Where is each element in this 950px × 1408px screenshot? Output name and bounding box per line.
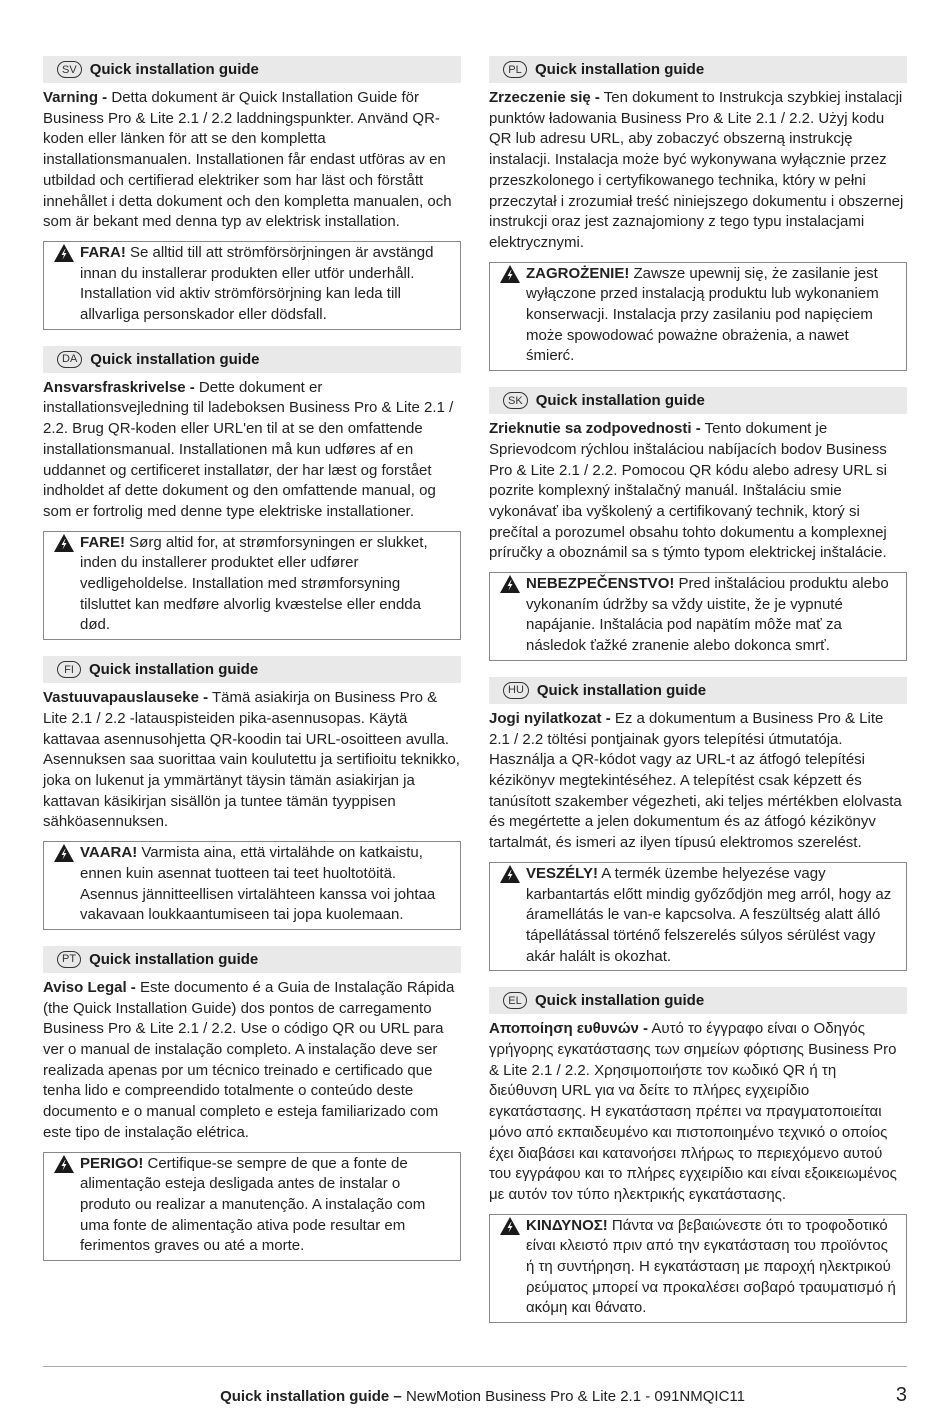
section-header [43,346,461,373]
disclaimer-lead: Vastuuvapauslauseke - [43,689,209,707]
language-badge: PT [57,951,81,968]
warning-electric-icon [54,844,74,862]
danger-lead: FARE! [80,533,125,551]
disclaimer-body: Tämä asiakirja on Business Pro & Lite 2.1 / 2.2 -latauspisteiden pika-asennusopas. Käytä kattavaa asennusohjetta QR-koodin tai URL-osoitteen avulla. Asennuksen saa suorittaa vain koulutettu ja sertifioitu teknikko, joka on lukenut ja ymmärtänyt täysin tämän asiakirjan ja kattavan käsikirjan sisällön ja tuntee tämän tyyppisen sähköasennuksen. [43,689,460,831]
language-badge: FI [57,661,81,678]
section-header [489,387,907,414]
footer-text [220,1388,745,1405]
section-title: Quick installation guide [89,61,259,78]
section-title: Quick installation guide [535,61,705,78]
disclaimer-lead: Ansvarsfraskrivelse - [43,378,195,396]
danger-lead: FARA! [80,243,126,261]
danger-box [489,262,907,372]
disclaimer-lead: Αποποίηση ευθυνών - [489,1020,649,1038]
disclaimer-lead: Zrieknutie sa zodpovednosti - [489,420,701,438]
section-el [489,987,907,1323]
warning-electric-icon [54,244,74,262]
danger-body: A termék üzembe helyezése vagy karbantartás előtt mindig győződjön meg arról, hogy az áramellátás le van-e kapcsolva. A feszültség alatt álló tápellátással történő felszerelés súlyos sérülést vagy akár halált is okozhat. [526,864,892,965]
section-pl [489,56,907,371]
section-fi [43,656,461,930]
section-header [43,946,461,973]
danger-body: Zawsze upewnij się, że zasilanie jest wyłączone przed instalacją produktu lub wykonaniem konserwacji. Instalacja przy zasilaniu pod napięciem może spowodować poważne obrażenia, a nawet śmierć. [526,264,879,365]
disclaimer-body: Ez a dokumentum a Business Pro & Lite 2.1 / 2.2 töltési pontjainak gyors telepítési útmutatója. Használja a QR-kódot vagy az URL-t az átfogó telepítési kézikönyv megtekintéséhez. A telepítést csak képzett és tanúsított szakember végezheti, aki teljes mértékben elolvasta és megértette a jelen dokumentum és az átfogó kézikönyv tartalmát, és ismeri az ilyen típusú elektromos szerelést. [489,709,902,852]
disclaimer-body: Tento dokument je Sprievodcom rýchlou inštaláciou nabíjacích bodov Business Pro & Lite 2.1 / 2.2. Pomocou QR kódu alebo adresy URL si pozrite komplexný inštalačný manuál. Inštaláciu smie vykonávať iba vyškolený a certifikovaný technik, ktorý si prečítal a porozumel obsahu tohto dokumentu a komplexnej príručky a oboznámil sa s týmto typom elektrickej inštalácie. [489,420,887,562]
danger-box [489,572,907,661]
disclaimer-text [43,978,461,1144]
right-column [489,56,907,1339]
disclaimer-text [489,88,907,254]
disclaimer-lead: Varning - [43,89,108,106]
section-title: Quick installation guide [535,392,705,410]
section-da [43,346,461,640]
language-badge: HU [503,682,529,699]
disclaimer-lead: Jogi nyilatkozat - [489,709,611,727]
disclaimer-body: Dette dokument er installationsvejledning til ladeboksen Business Pro & Lite 2.1 / 2.2. Brug QR-koden eller URL'en til at se den omfattende installationsmanual. Installationen må kun udføres af en uddannet og certificeret installatør, der har læst og forstået indholdet af dette dokument og den omfattende manual, og som er fortrolig med denne type elektriske installationer. [43,378,454,520]
danger-box [43,1152,461,1262]
disclaimer-text [489,1019,907,1205]
left-column [43,56,461,1277]
language-badge: PL [503,61,527,78]
warning-electric-icon [54,534,74,552]
warning-electric-icon [500,265,520,283]
warning-electric-icon [500,865,520,883]
footer-product: NewMotion Business Pro & Lite 2.1 - 091NMQIC11 [401,1388,745,1405]
section-title: Quick installation guide [90,350,260,368]
section-header [489,677,907,704]
disclaimer-text [489,419,907,564]
danger-lead: PERIGO! [80,1154,144,1172]
section-hu [489,677,907,971]
danger-lead: ZAGROŻENIE! [526,264,630,282]
danger-lead: VAARA! [80,844,138,862]
section-sk [489,387,907,661]
danger-body: Varmista aina, että virtalähde on katkaistu, ennen kuin asennat tuotteen tai teet huoltotöitä. Asennus jännitteellisen virtalähteen kanssa voi johtaa vakavaan loukkaantumiseen tai jopa kuolemaan. [80,844,436,924]
language-badge: SV [57,61,82,78]
footer-divider [43,1366,907,1367]
disclaimer-text [43,88,461,233]
warning-electric-icon [500,1217,520,1235]
danger-box [43,241,461,330]
language-badge: DA [57,351,82,368]
danger-box [43,531,461,641]
section-title: Quick installation guide [535,992,705,1010]
danger-box [489,1214,907,1324]
disclaimer-lead: Aviso Legal - [43,978,136,996]
section-header [43,56,461,83]
section-title: Quick installation guide [536,681,707,699]
danger-box [489,862,907,972]
section-header [489,56,907,83]
section-title: Quick installation guide [89,950,259,968]
danger-body: Se alltid till att strömförsörjningen är avstängd innan du installerar produkten eller utför underhåll. Installation vid aktiv strömförsörjning kan leda till allvarliga personskador eller dödsfall. [80,243,434,324]
disclaimer-body: Αυτό το έγγραφο είναι ο Οδηγός γρήγορης εγκατάστασης των σημείων φόρτισης Business Pro & Lite 2.1 / 2.2. Χρησιμοποιήστε τον κωδικό QR ή τη διεύθυνση URL για να δείτε το πλήρες εγχειρίδιο εγκατάστασης. Η εγκατάσταση πρέπει να πραγματοποιείται μόνο από εκπαιδευμένο και πιστοποιημένο τεχνικό ο οποίος έχει διαβάσει και κατανοήσει πλήρως το περιεχόμενο αυτού του εγγράφου και το πλήρες εγχειρίδιο και είναι εξοικειωμένος με αυτόν τον τύπο ηλεκτρικής εγκατάστασης. [489,1020,897,1203]
section-sv [43,56,461,330]
warning-electric-icon [500,575,520,593]
danger-lead: NEBEZPEČENSTVO! [526,575,675,593]
section-header [489,987,907,1014]
danger-lead: VESZÉLY! [526,864,598,882]
section-pt [43,946,461,1261]
disclaimer-lead: Zrzeczenie się - [489,89,600,106]
disclaimer-text [43,688,461,833]
disclaimer-body: Detta dokument är Quick Installation Guide för Business Pro & Lite 2.1 / 2.2 laddningspunkter. Använd QR-koden eller länken för att se den kompletta installationsmanualen. Installationen får endast utföras av en utbildad och certifierad elektriker som har läst och förstått innehållet i detta dokument och den kompletta manualen, och som är bekant med denna typ av elektrisk installation. [43,89,452,231]
footer-title: Quick installation guide – [220,1388,402,1405]
section-header [43,656,461,683]
danger-lead: ΚΙΝΔΥΝΟΣ! [526,1216,608,1234]
language-badge: EL [503,992,527,1009]
disclaimer-text [489,709,907,854]
section-title: Quick installation guide [89,661,259,679]
disclaimer-body: Este documento é a Guia de Instalação Rápida (the Quick Installation Guide) dos pontos de carregamento Business Pro & Lite 2.1 / 2.2. Use o código QR ou URL para ver o manual de instalação completo. A instalação deve ser realizada apenas por um técnico treinado e certificado que tenha lido e compreendido totalmente o conteúdo deste documento e o manual completo e esteja familiarizado com este tipo de instalação elétrica. [43,978,455,1141]
danger-box [43,841,461,930]
danger-body: Πάντα να βεβαιώνεστε ότι το τροφοδοτικό είναι κλειστό πριν από την εγκατάσταση του προϊόντος ή τη συντήρηση. Η εγκατάσταση με παροχή ηλεκτρικού ρεύματος μπορεί να προκαλέσει σοβαρό τραυματισμό ή ακόμη και θάνατο. [526,1216,896,1317]
disclaimer-text [43,378,461,523]
danger-body: Pred inštaláciou produktu alebo vykonaním údržby sa vždy uistite, že je vypnuté napájanie. Inštalácia pod napätím môže mať za následok ťažké zranenie alebo dokonca smrť. [526,575,889,655]
page-number: 3 [895,1384,907,1406]
danger-body: Certifique-se sempre de que a fonte de alimentação esteja desligada antes de instalar o produto ou realizar a manutenção. A instalação com uma fonte de alimentação ativa pode resultar em ferimentos graves ou até a morte. [80,1154,426,1255]
disclaimer-body: Ten dokument to Instrukcja szybkiej instalacji punktów ładowania Business Pro & Lite 2.1 / 2.2. Użyj kodu QR lub adresu URL, aby zobaczyć obszerną instrukcję instalacji. Instalacja może być wykonywana wyłącznie przez przeszkolonego i certyfikowanego technika, który w pełni przeczytał i zrozumiał treść niniejszego dokumentu i obszernej instrukcji oraz jest zaznajomiony z tego typu instalacjami elektrycznymi. [489,89,904,251]
warning-electric-icon [54,1155,74,1173]
danger-body: Sørg altid for, at strømforsyningen er slukket, inden du installerer produktet eller udfører vedligeholdelse. Installation med strømforsyning tilsluttet kan medføre alvorlig kvæstelse eller endda død. [80,533,428,634]
language-badge: SK [503,392,528,409]
